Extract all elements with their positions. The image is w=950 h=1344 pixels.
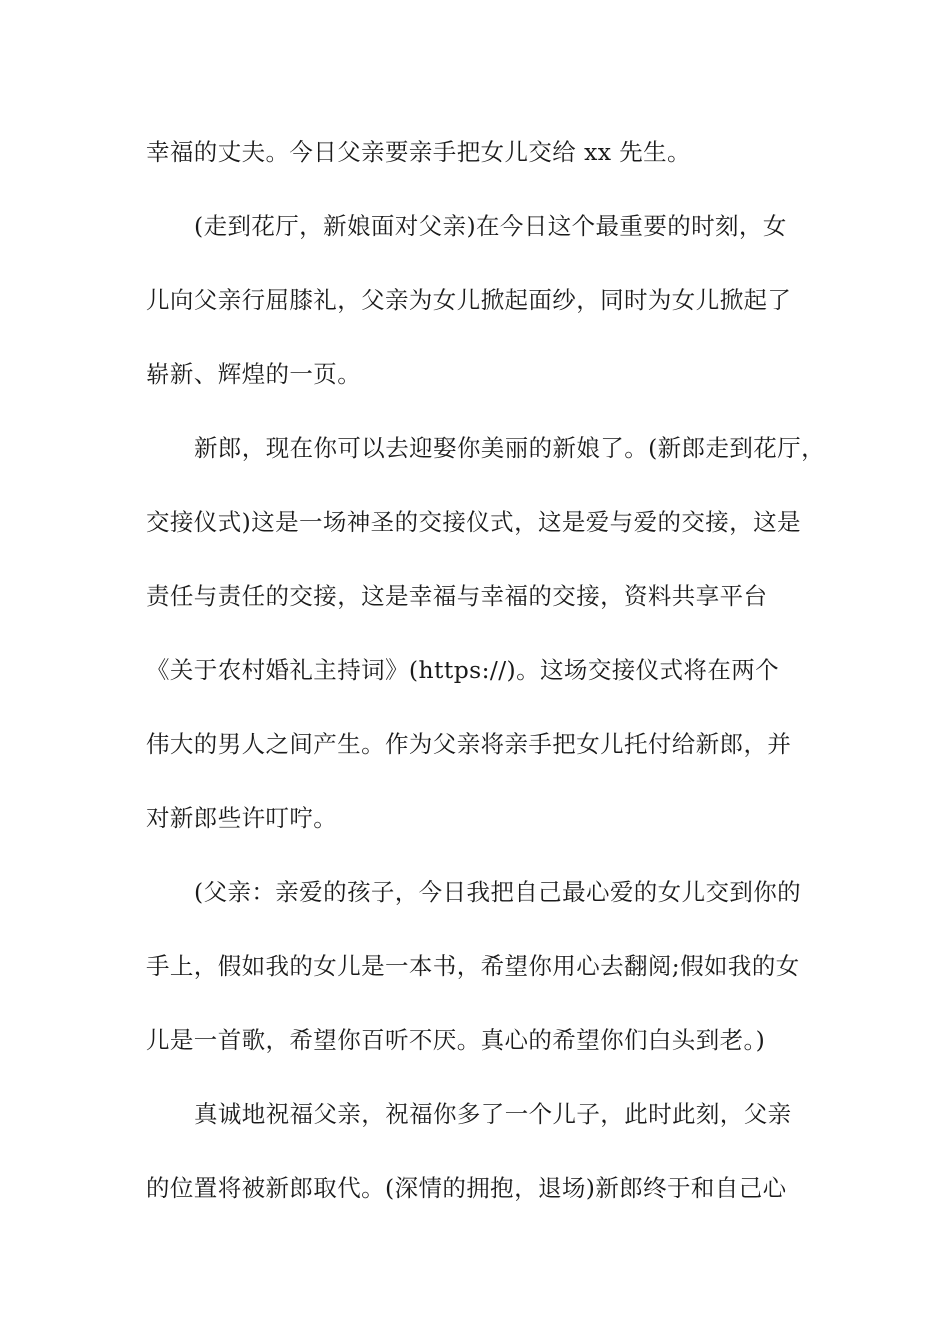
text-line-8: 《关于农村婚礼主持词》(https://)。这场交接仪式将在两个: [146, 656, 780, 684]
text-line-3: 儿向父亲行屈膝礼，父亲为女儿掀起面纱，同时为女儿掀起了: [146, 286, 792, 314]
text-line-14: 真诚地祝福父亲，祝福你多了一个儿子，此时此刻，父亲: [194, 1100, 792, 1128]
text-line-5: 新郎，现在你可以去迎娶你美丽的新娘了。(新郎走到花厅，: [194, 434, 825, 462]
text-line-9: 伟大的男人之间产生。作为父亲将亲手把女儿托付给新郎，并: [146, 730, 792, 758]
text-line-15: 的位置将被新郎取代。(深情的拥抱，退场)新郎终于和自己心: [146, 1174, 787, 1202]
text-line-12: 手上，假如我的女儿是一本书，希望你用心去翻阅;假如我的女: [146, 952, 800, 980]
text-line-2: (走到花厅，新娘面对父亲)在今日这个最重要的时刻，女: [194, 212, 787, 240]
text-line-11: (父亲：亲爱的孩子，今日我把自己最心爱的女儿交到你的: [194, 878, 802, 906]
text-line-7: 责任与责任的交接，这是幸福与幸福的交接，资料共享平台: [146, 582, 768, 610]
text-line-13: 儿是一首歌，希望你百听不厌。真心的希望你们白头到老。): [146, 1026, 766, 1054]
text-line-6: 交接仪式)这是一场神圣的交接仪式，这是爱与爱的交接，这是: [146, 508, 801, 536]
text-line-10: 对新郎些许叮咛。: [146, 804, 338, 832]
text-line-4: 崭新、辉煌的一页。: [146, 360, 362, 388]
text-line-1: 幸福的丈夫。今日父亲要亲手把女儿交给 xx 先生。: [146, 138, 691, 166]
